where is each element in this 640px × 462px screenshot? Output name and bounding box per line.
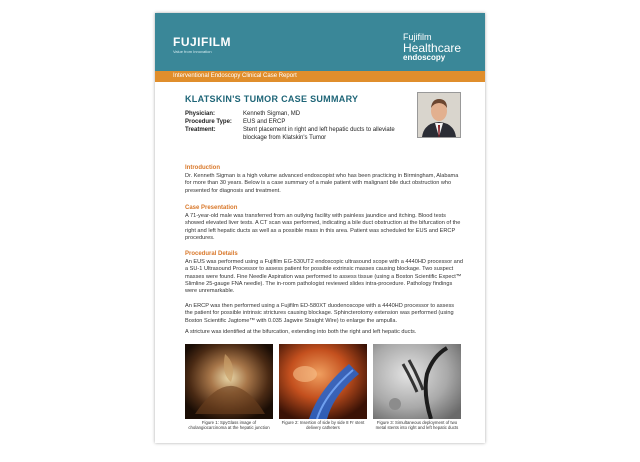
- case-meta: [185, 110, 415, 142]
- introduction-text: Dr. Kenneth Sigman is a high volume advanced endoscopist who has been practicing in Birmingham, Alabama for more than 30 years. Below is a case summary of a male patient with malignant bile duct obstruction who presented for diagnosis and treatment.: [185, 173, 459, 194]
- brand-line-3: endoscopy: [403, 53, 446, 62]
- treatment-label: Treatment:: [185, 127, 216, 133]
- figure-1-caption: Figure 1: SpyGlass image of cholangiocarcinoma at the hepatic junction: [188, 420, 270, 430]
- procedure-row: [185, 118, 415, 126]
- report-type-label: Interventional Endoscopy Clinical Case Report: [173, 73, 297, 79]
- healthcare-brand: [403, 33, 461, 62]
- procedure-label: Procedure Type:: [185, 119, 232, 125]
- fujifilm-logo: FUJIFILM: [173, 35, 231, 49]
- stent-catheter-image: [279, 344, 367, 419]
- figure-3-caption: Figure 3: Simultaneous deployment of two metal stents into right and left hepatic ducts: [375, 420, 459, 430]
- page-title: KLATSKIN'S TUMOR CASE SUMMARY: [185, 94, 359, 104]
- brand-line-1: Fujifilm: [403, 32, 432, 42]
- physician-value: Kenneth Sigman, MD: [243, 111, 301, 117]
- spyglass-image: [185, 344, 273, 419]
- brand-line-2: Healthcare: [403, 41, 462, 55]
- procedural-text-2: An ERCP was then performed using a Fujifilm ED-580XT duodenoscope with a 4440HD processor to assess the patient for possible intrinsic strictures causing blockage. Sphincterotomy extension was performed (using Boston Scientific Jagtome™ with 0.035 Jagwire Straight Wire) to enlarge the ampulla.: [185, 303, 455, 324]
- case-report-page: [155, 13, 485, 443]
- procedure-value: EUS and ERCP: [243, 119, 286, 125]
- figure-1: [185, 344, 273, 430]
- procedural-text-3: A stricture was identified at the bifurcation, extending into both the right and left hepatic ducts.: [185, 329, 417, 335]
- introduction-heading: Introduction: [185, 165, 220, 171]
- physician-row: [185, 110, 415, 118]
- figure-3: [373, 344, 461, 430]
- figure-2: [279, 344, 367, 430]
- treatment-row: [185, 126, 415, 142]
- treatment-value: Stent placement in right and left hepatic ducts to alleviate blockage from Klatskin's Tumor: [243, 127, 395, 141]
- physician-photo: [417, 92, 461, 138]
- report-header: [155, 13, 485, 71]
- logo-tagline: Value from Innovation: [173, 49, 212, 54]
- figure-2-caption: Figure 2: Insertion of side by side 8 Fr stent delivery catheters: [281, 420, 365, 430]
- procedural-text-1: An EUS was performed using a Fujifilm EG-530UT2 endoscopic ultrasound scope with a 4440HD processor and a SU-1 Ultrasound Processor to assess patient for possible extrinsic masses causing blockage. Two suspect masses were found. Fine Needle Aspiration was performed to assess tissue (using a Boston Scientific Expect™ Slimline 25-gauge FNA needle). The in-room pathologist reviewed slides intra-procedure. Pathology findings were unremarkable.: [185, 259, 463, 295]
- case-presentation-heading: Case Presentation: [185, 205, 238, 211]
- fluoroscopy-image: [373, 344, 461, 419]
- case-presentation-text: A 71-year-old male was transferred from an outlying facility with painless jaundice and itching. Blood tests showed elevated liver tests. A CT scan was performed, indicating a bile duct obstruction at the bifurcation of the right and left hepatic ducts as well as a possible mass in this area. Patient was scheduled for EUS and ERCP procedures.: [185, 213, 461, 241]
- report-type-bar: [155, 71, 485, 82]
- figure-row: [185, 344, 461, 430]
- physician-label: Physician:: [185, 111, 216, 117]
- procedural-details-heading: Procedural Details: [185, 251, 238, 257]
